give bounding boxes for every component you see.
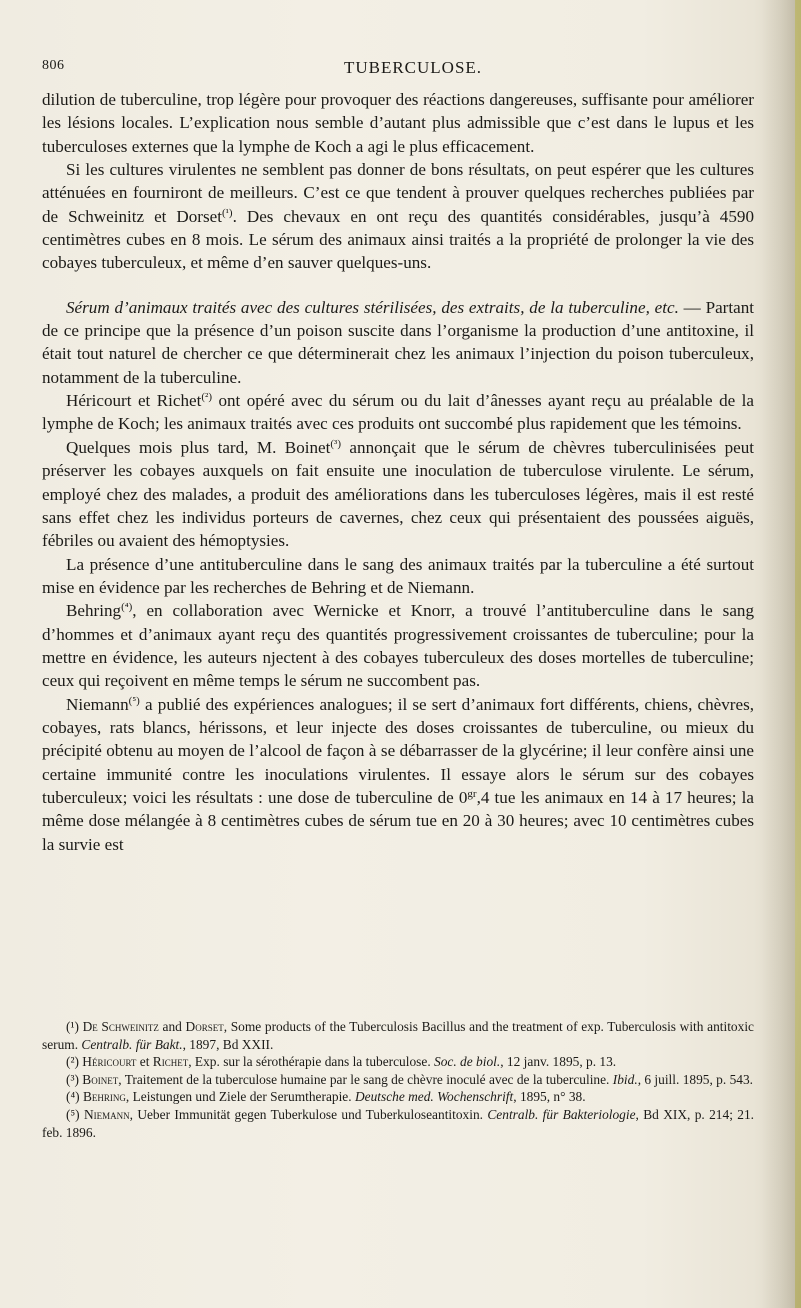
paragraph-6 xyxy=(42,553,754,600)
page-edge-tint xyxy=(795,0,801,1308)
body-text xyxy=(42,88,754,856)
paragraph-8-text-b: a publié des expériences analogues; il se sert d’animaux fort différents, chiens, chèvres, cobayes, rats blancs, hérissons, et leur injecte des doses croissantes de tuberculine, ou mieux du précipité obtenu au moyen de l’alcool de façon à se débarrasser de la glycérine; il leur confère ainsi une certaine immunité contre les inoculations virulentes. Il essaye alors le sérum sur des cobayes tuberculeux; voici les résultats : une dose de tuberculine de 0 xyxy=(42,694,754,807)
paragraph-5-text-a: Quelques mois plus tard, M. Boinet xyxy=(66,437,331,457)
running-title: TUBERCULOSE. xyxy=(343,58,483,77)
footnote-author: Behring xyxy=(82,1089,126,1105)
paragraph-6-text: La présence d’une antituberculine dans le sang des animaux traités par la tuberculine a été surtout mise en évidence par les recherches de Behring et de Niemann. xyxy=(42,554,754,597)
footnote-2 xyxy=(42,1053,754,1071)
footnote-journal: Soc. de biol. xyxy=(434,1054,501,1070)
paragraph-7 xyxy=(42,599,754,692)
footnote-author: De Schweinitz xyxy=(82,1019,159,1034)
paragraph-2-text-b: . Des chevaux en ont reçu des quantités considérables, jusqu’à 4590 centimètres cubes en 8 mois. Le sérum des animaux ainsi traités a la propriété de prolonger la vie des cobayes tuberculeux, et même d’en sauver quelques-uns. xyxy=(42,206,754,273)
paragraph-3-text: — Partant de ce principe que la présence d’un poison suscite dans l’organisme la production d’une antitoxine, il était tout naturel de chercher ce que déterminerait chez les animaux l’injection du poison tuberculeux, notamment de la tuberculine. xyxy=(42,297,754,387)
paragraph-5-text-b: annonçait que le sérum de chèvres tuberculinisées peut préserver les cobayes auxquels on fait ensuite une inoculation de tuberculose virulente. Le sérum, employé chez des malades, a produit des améliorations dans les tuberculoses légères, mais il est resté sans effet chez les individus porteurs de cavernes, chez ceux qui présentaient des poussées aiguës, fébriles ou avaient des hémoptysies. xyxy=(42,437,754,551)
paragraph-4-text-a: Héricourt et Richet xyxy=(66,391,202,411)
footnote-coauthor: Richet xyxy=(152,1054,189,1070)
footnote-ref-2: (²) xyxy=(201,391,212,404)
footnote-text: et xyxy=(136,1054,153,1070)
footnote-text: , 12 janv. 1895, p. 13. xyxy=(500,1054,617,1070)
footnote-ref-4: (⁴) xyxy=(121,601,133,614)
footnote-coauthor: Dorset xyxy=(185,1019,224,1034)
footnote-author: Héricourt xyxy=(82,1054,137,1070)
footnotes xyxy=(42,1018,754,1141)
paragraph-4-text-b: ont opéré avec du sérum ou du lait d’ânesses ayant reçu au préalable de la lymphe de Koch; les animaux traités avec ces produits ont succombé plus rapidement que les témoins. xyxy=(42,391,755,434)
footnote-marker: (⁴) xyxy=(66,1089,80,1105)
footnote-ref-5: (⁵) xyxy=(128,694,140,707)
footnote-text: , 1895, n° 38. xyxy=(513,1089,586,1105)
page-number: 806 xyxy=(42,58,65,73)
footnote-marker: (²) xyxy=(66,1054,79,1070)
footnote-text: , Ueber Immunität gegen Tuberkulose und Tuberkuloseantitoxin. xyxy=(129,1106,488,1122)
footnote-journal: Centralb. für Bakt. xyxy=(81,1036,183,1052)
footnote-text: , Leistungen und Ziele der Serumtherapie. xyxy=(125,1089,355,1105)
footnote-author: Boinet xyxy=(82,1071,119,1087)
footnote-text: , 1897, Bd XXII. xyxy=(182,1036,274,1052)
footnote-marker: (¹) xyxy=(66,1019,79,1034)
footnote-text: , Exp. sur la sérothérapie dans la tuberculose. xyxy=(188,1054,435,1070)
footnote-text: and xyxy=(158,1019,186,1034)
footnote-journal: Ibid. xyxy=(612,1071,638,1087)
paragraph-8-text-a: Niemann xyxy=(66,694,129,714)
paragraph-3 xyxy=(42,296,754,389)
footnote-3 xyxy=(42,1071,754,1089)
footnote-author: Niemann xyxy=(83,1106,130,1122)
footnote-journal: Deutsche med. Wochenschrift xyxy=(354,1089,514,1105)
paragraph-8 xyxy=(42,693,754,856)
page-header xyxy=(42,58,754,80)
paragraph-5 xyxy=(42,436,754,553)
footnote-1 xyxy=(42,1018,754,1053)
unit-gram: gr xyxy=(467,787,477,800)
footnote-text: , 6 juill. 1895, p. 543. xyxy=(637,1071,753,1087)
footnote-text: , Bd XIX, p. 214; 21. feb. 1896. xyxy=(42,1106,754,1140)
paragraph-4 xyxy=(42,389,754,436)
paragraph-7-text-b: , en collaboration avec Wernicke et Knorr, a trouvé l’antituberculine dans le sang d’hommes et d’animaux ayant reçu des quantités progressivement croissantes de tuberculine; pour la mettre en évidence, les auteurs njectent à des cobayes tuberculeux des doses mortelles de tuberculine; ceux qui reçoivent en même temps le sérum ne succombent pas. xyxy=(42,601,754,691)
footnote-ref-3: (³) xyxy=(330,437,341,450)
footnote-ref-1: (¹) xyxy=(221,206,233,219)
paragraph-2-text-a: Si les cultures virulentes ne semblent pas donner de bons résultats, on peut espérer que les cultures atténuées en fourniront de meilleurs. C’est ce que tendent à prouver quelques recherches publiées par de Schweinitz et Dorset xyxy=(42,160,754,226)
footnote-text: , Traitement de la tuberculose humaine par le sang de chèvre inoculé avec de la tuberculine. xyxy=(118,1071,613,1087)
paragraph-7-text-a: Behring xyxy=(66,601,122,621)
paragraph-1-text: dilution de tuberculine, trop légère pour provoquer des réactions dangereuses, suffisante pour améliorer les lésions locales. L’explication nous semble d’autant plus admissible que c’est dans le lupus et les tuberculoses externes que la lymphe de Koch a agi le plus efficacement. xyxy=(42,90,754,156)
footnote-marker: (⁵) xyxy=(66,1106,80,1122)
footnote-5 xyxy=(42,1106,754,1141)
footnote-marker: (³) xyxy=(66,1071,79,1087)
footnote-text: , Some products of the Tuberculosis Bacillus and the treatment of exp. Tuberculosis with antitoxic serum. xyxy=(42,1019,754,1052)
paragraph-8-text-c: ,4 tue les animaux en 14 à 17 heures; la même dose mélangée à 8 centimètres cubes de sérum tue en 20 à 30 heures; avec 10 centimètres cubes la survie est xyxy=(42,787,754,854)
footnote-journal: Centralb. für Bakteriologie xyxy=(487,1106,636,1122)
paragraph-1 xyxy=(42,88,754,158)
paragraph-2 xyxy=(42,158,754,275)
section-heading: Sérum d’animaux traités avec des cultures stérilisées, des extraits, de la tuberculine, etc. xyxy=(66,297,679,317)
footnote-4 xyxy=(42,1088,754,1106)
